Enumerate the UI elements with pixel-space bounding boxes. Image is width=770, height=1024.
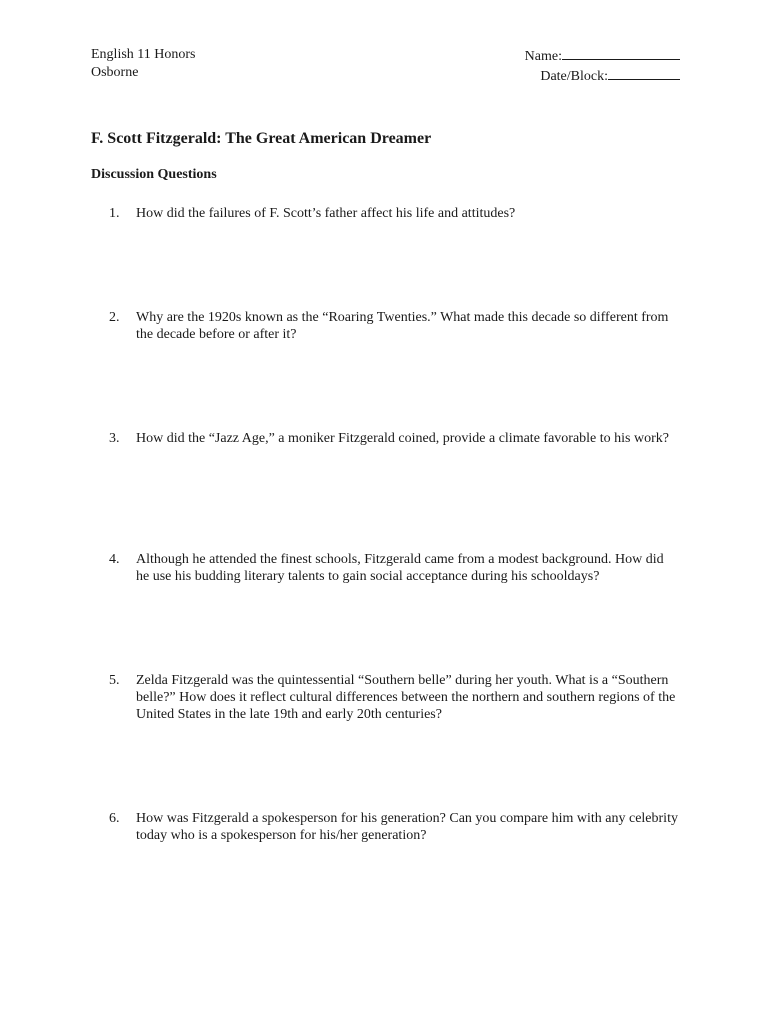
question-text: Zelda Fitzgerald was the quintessential “Southern belle” during her youth. What is a “Southern belle?” How does it reflect cultural differences between the northern and southern regions of the United States in the late 19th and early 20th centuries? xyxy=(136,673,676,722)
question-item xyxy=(109,810,679,844)
question-number: 6. xyxy=(109,811,120,826)
question-item xyxy=(109,672,679,723)
question-number: 4. xyxy=(109,552,120,567)
question-number: 5. xyxy=(109,673,120,688)
section-heading: Discussion Questions xyxy=(91,167,217,182)
question-text: Why are the 1920s known as the “Roaring Twenties.” What made this decade so different from the decade before or after it? xyxy=(136,310,669,342)
teacher-name: Osborne xyxy=(91,65,139,80)
question-text: Although he attended the finest schools, Fitzgerald came from a modest background. How did he use his budding literary talents to gain social acceptance during his schooldays? xyxy=(136,552,664,584)
question-number: 1. xyxy=(109,206,120,221)
question-item xyxy=(109,551,679,585)
name-blank xyxy=(562,46,680,60)
question-text: How was Fitzgerald a spokesperson for his generation? Can you compare him with any celebrity today who is a spokesperson for his/her generation? xyxy=(136,811,678,843)
name-label: Name: xyxy=(524,49,562,64)
question-number: 2. xyxy=(109,310,120,325)
question-item xyxy=(109,309,679,343)
date-block-line xyxy=(525,66,680,86)
date-block-label: Date/Block: xyxy=(540,69,608,84)
name-line xyxy=(525,46,680,66)
question-text: How did the failures of F. Scott’s father affect his life and attitudes? xyxy=(136,206,516,221)
question-number: 3. xyxy=(109,431,120,446)
date-block-blank xyxy=(608,66,680,80)
page-title: F. Scott Fitzgerald: The Great American Dreamer xyxy=(91,130,432,147)
question-item xyxy=(109,430,679,447)
header-left xyxy=(91,46,195,82)
question-item xyxy=(109,205,679,222)
course-name: English 11 Honors xyxy=(91,47,196,62)
header-right xyxy=(525,46,680,86)
question-text: How did the “Jazz Age,” a moniker Fitzgerald coined, provide a climate favorable to his work? xyxy=(136,431,669,446)
